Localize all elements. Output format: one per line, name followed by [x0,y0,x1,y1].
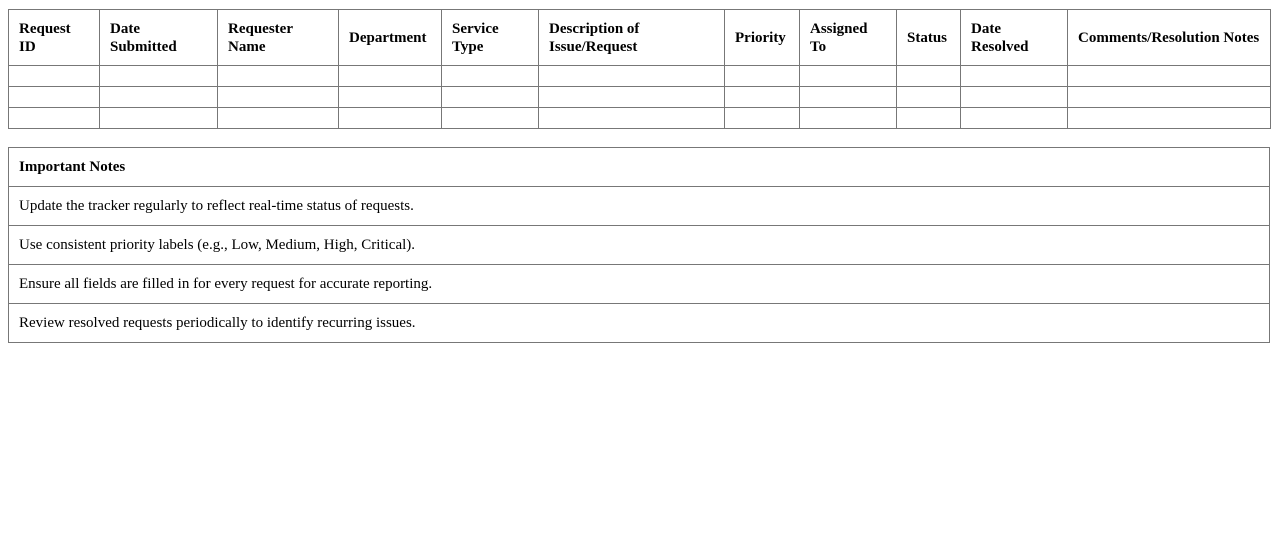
column-header-comments: Comments/Resolution Notes [1068,10,1271,66]
column-header-service-type: Service Type [442,10,539,66]
table-cell[interactable] [442,66,539,87]
table-cell[interactable] [800,108,897,129]
table-cell[interactable] [1068,66,1271,87]
notes-title: Important Notes [9,148,1270,187]
list-item [9,265,1270,304]
notes-header [9,148,1270,187]
column-header-status: Status [897,10,961,66]
note-text: Use consistent priority labels (e.g., Low, Medium, High, Critical). [9,226,1270,265]
tracker-header-row [9,10,1271,66]
table-cell[interactable] [800,66,897,87]
column-header-department: Department [339,10,442,66]
table-cell[interactable] [539,108,725,129]
table-cell[interactable] [100,87,218,108]
table-cell[interactable] [539,66,725,87]
note-text: Update the tracker regularly to reflect real-time status of requests. [9,187,1270,226]
notes-title-row [9,148,1270,187]
table-cell[interactable] [339,87,442,108]
note-text: Ensure all fields are filled in for every request for accurate reporting. [9,265,1270,304]
column-header-request-id: Request ID [9,10,100,66]
table-cell[interactable] [9,108,100,129]
table-cell[interactable] [100,108,218,129]
list-item [9,226,1270,265]
important-notes-table [8,147,1270,343]
table-cell[interactable] [1068,87,1271,108]
table-cell[interactable] [897,66,961,87]
table-row [9,87,1271,108]
table-cell[interactable] [442,108,539,129]
table-cell[interactable] [800,87,897,108]
table-cell[interactable] [339,66,442,87]
table-cell[interactable] [339,108,442,129]
table-cell[interactable] [218,108,339,129]
table-cell[interactable] [725,87,800,108]
table-cell[interactable] [218,66,339,87]
table-cell[interactable] [897,108,961,129]
column-header-requester-name: Requester Name [218,10,339,66]
column-header-priority: Priority [725,10,800,66]
table-cell[interactable] [539,87,725,108]
table-cell[interactable] [961,108,1068,129]
column-header-assigned-to: Assigned To [800,10,897,66]
table-cell[interactable] [9,66,100,87]
notes-body [9,187,1270,343]
table-cell[interactable] [725,108,800,129]
table-cell[interactable] [897,87,961,108]
table-cell[interactable] [9,87,100,108]
table-cell[interactable] [961,66,1068,87]
list-item [9,304,1270,343]
note-text: Review resolved requests periodically to identify recurring issues. [9,304,1270,343]
column-header-description: Description of Issue/Request [539,10,725,66]
table-row [9,66,1271,87]
service-request-tracker-table [8,9,1271,129]
column-header-date-resolved: Date Resolved [961,10,1068,66]
table-cell[interactable] [725,66,800,87]
table-cell[interactable] [1068,108,1271,129]
tracker-header [9,10,1271,66]
table-cell[interactable] [218,87,339,108]
tracker-body [9,66,1271,129]
table-cell[interactable] [100,66,218,87]
column-header-date-submitted: Date Submitted [100,10,218,66]
table-cell[interactable] [961,87,1068,108]
table-row [9,108,1271,129]
table-cell[interactable] [442,87,539,108]
list-item [9,187,1270,226]
